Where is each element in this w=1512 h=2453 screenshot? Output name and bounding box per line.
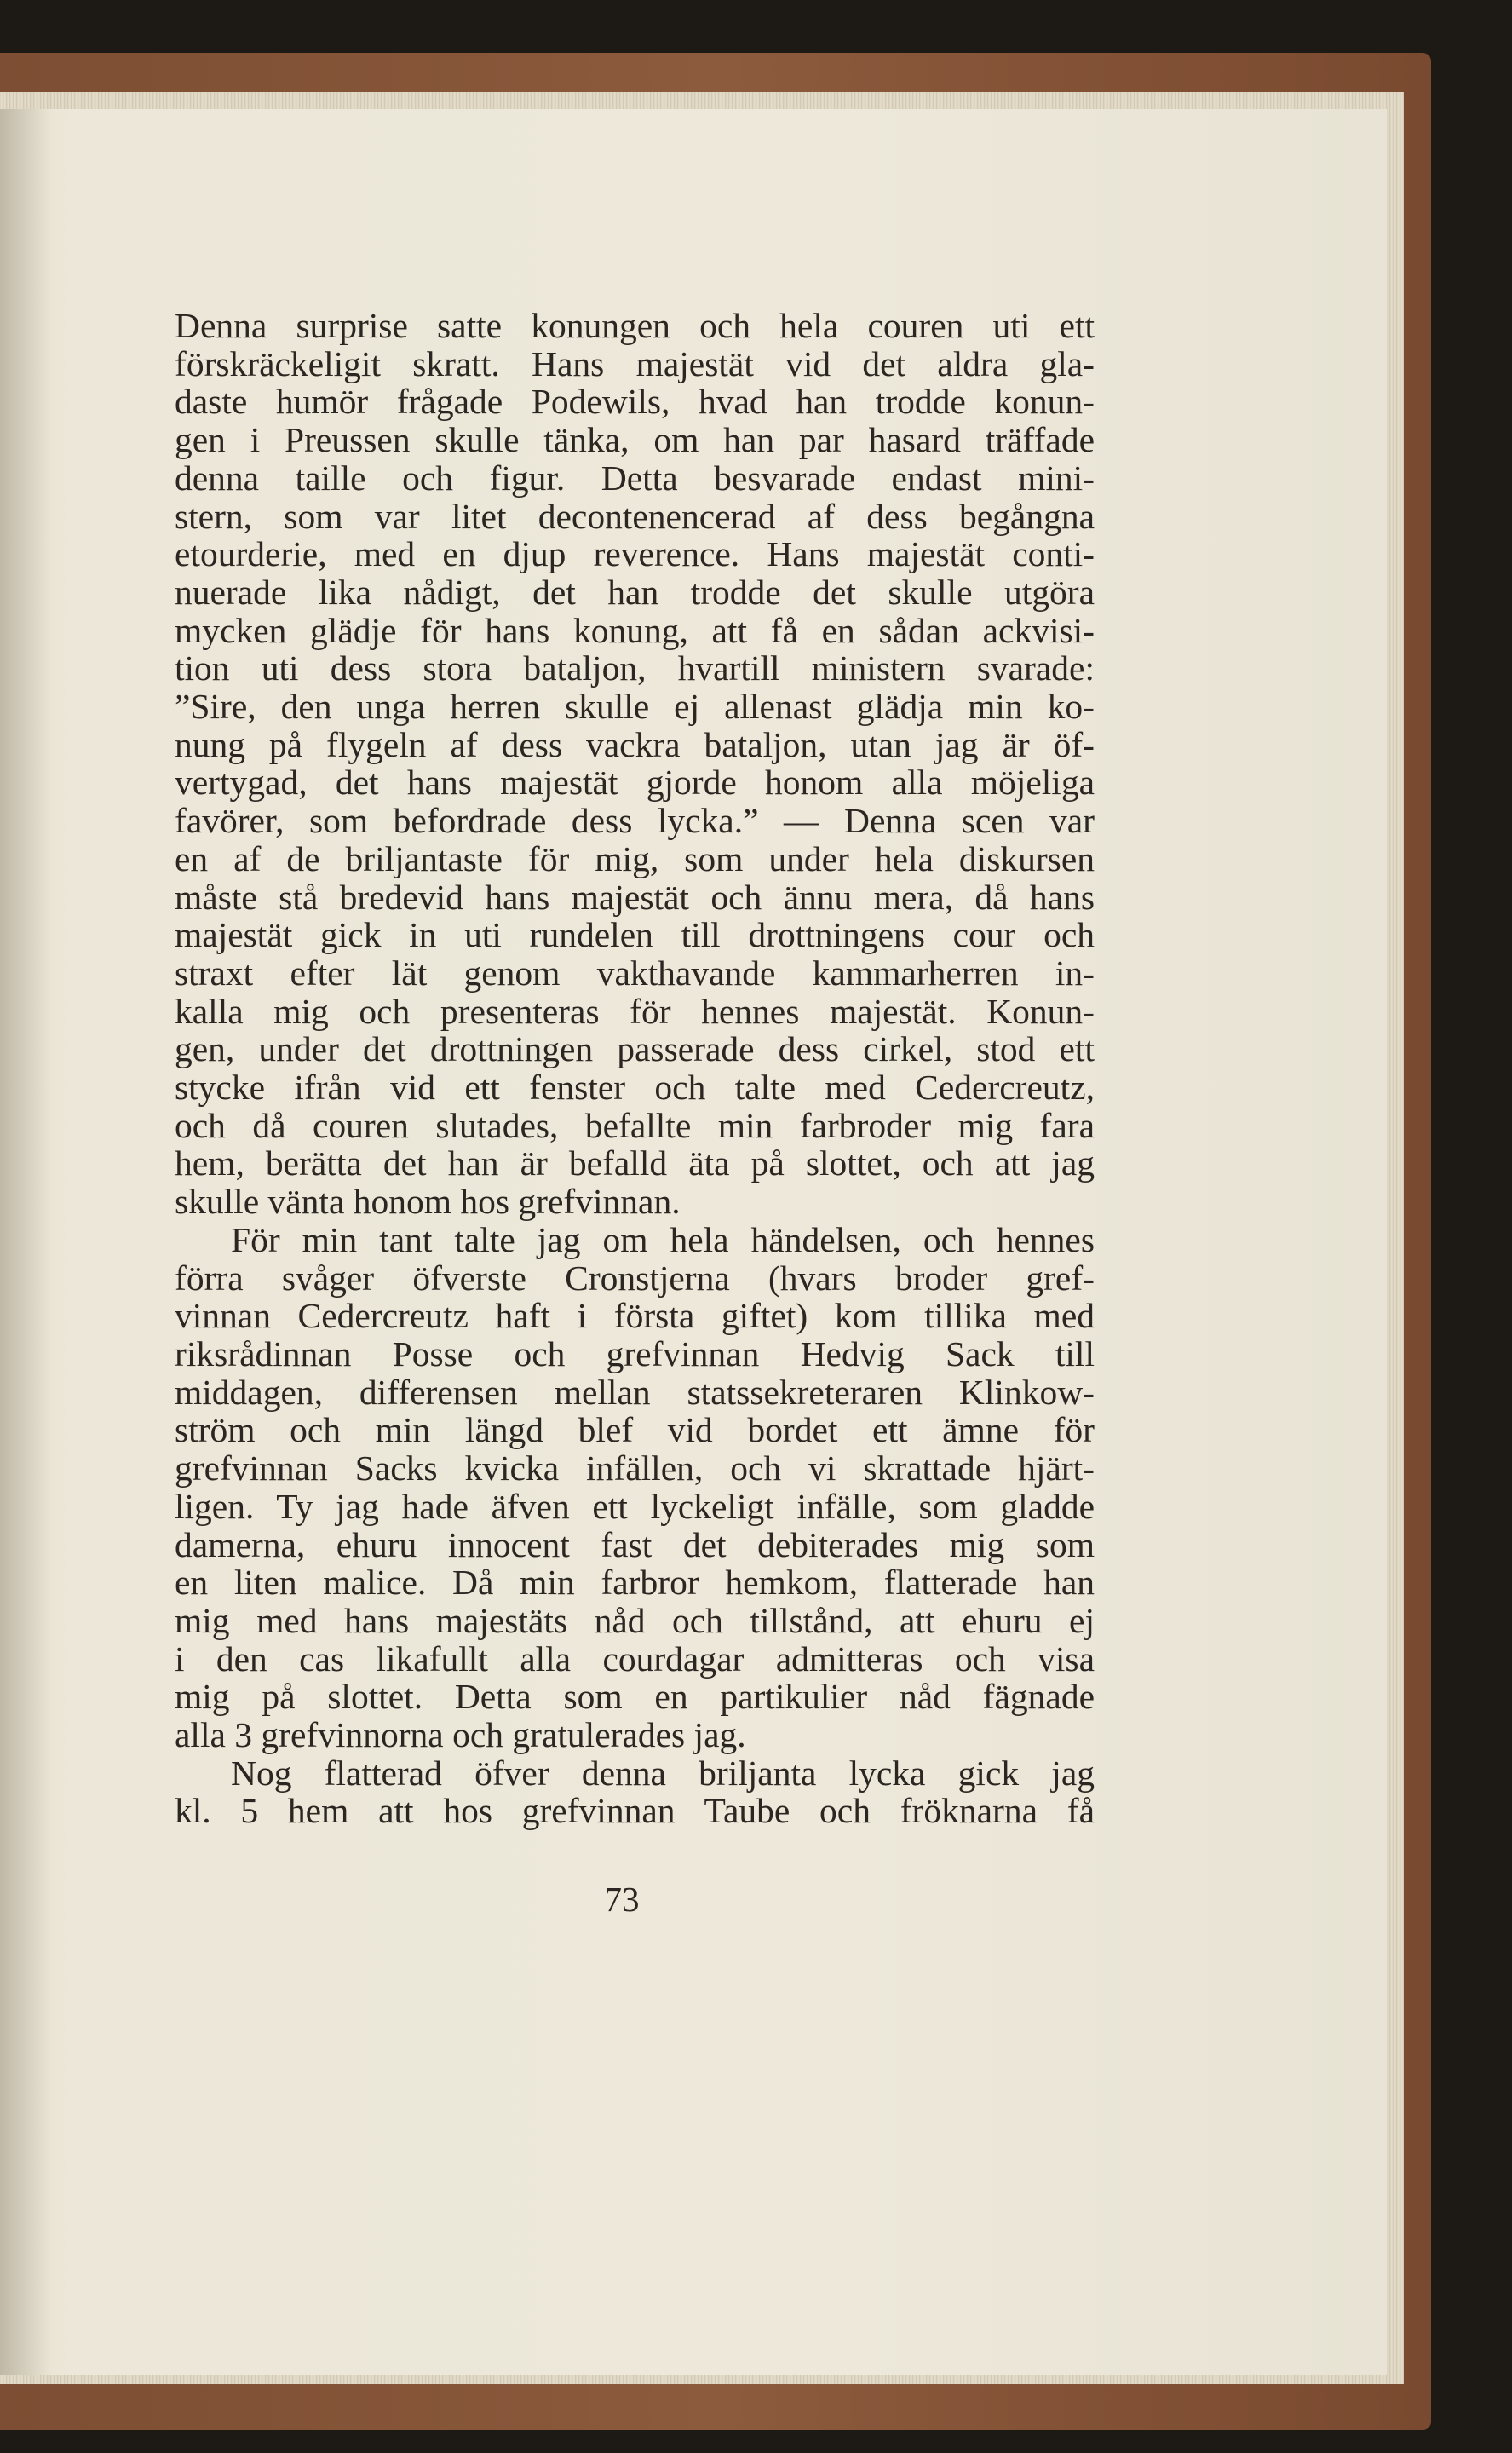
text-line: middagen, differensen mellan statssekreteraren Klinkow- bbox=[175, 1372, 1095, 1412]
text-line: denna taille och figur. Detta besvarade endast mini- bbox=[175, 458, 1095, 498]
body-text bbox=[175, 307, 1095, 1830]
text-line: ligen. Ty jag hade äfven ett lyckeligt infälle, som gladde bbox=[175, 1486, 1095, 1526]
text-line: vertygad, det hans majestät gjorde honom alla möjeliga bbox=[175, 763, 1095, 803]
text-line: nung på flygeln af dess vackra bataljon, utan jag är öf- bbox=[175, 724, 1095, 764]
text-line: måste stå bredevid hans majestät och ännu mera, då hans bbox=[175, 877, 1095, 917]
text-line: hem, berätta det han är befalld äta på slottet, och att jag bbox=[175, 1143, 1095, 1183]
text-line: gen i Preussen skulle tänka, om han par hasard träffade bbox=[175, 420, 1095, 460]
text-line: tion uti dess stora bataljon, hvartill ministern svarade: bbox=[175, 648, 1095, 688]
text-line: damerna, ehuru innocent fast det debiterades mig som bbox=[175, 1524, 1095, 1564]
text-line: etourderie, med en djup reverence. Hans majestät conti- bbox=[175, 534, 1095, 574]
page-number: 73 bbox=[604, 1880, 640, 1919]
text-line: grefvinnan Sacks kvicka infällen, och vi skrattade hjärt- bbox=[175, 1448, 1095, 1488]
text-line: mycken glädje för hans konung, att få en sådan ackvisi- bbox=[175, 610, 1095, 650]
text-line: ström och min längd blef vid bordet ett ämne för bbox=[175, 1410, 1095, 1450]
text-line: straxt efter lät genom vakthavande kammarherren in- bbox=[175, 953, 1095, 993]
text-line: stern, som var litet decontenencerad af dess begångna bbox=[175, 496, 1095, 536]
text-line: vinnan Cedercreutz haft i första giftet) kom tillika med bbox=[175, 1296, 1095, 1336]
text-line: mig med hans majestäts nåd och tillstånd, att ehuru ej bbox=[175, 1600, 1095, 1640]
text-line: För min tant talte jag om hela händelsen, och hennes bbox=[231, 1219, 1095, 1259]
text-line: förskräckeligit skratt. Hans majestät vid det aldra gla- bbox=[175, 343, 1095, 383]
text-line: nuerade lika nådigt, det han trodde det skulle utgöra bbox=[175, 572, 1095, 612]
text-line: kalla mig och presenteras för hennes majestät. Konun- bbox=[175, 991, 1095, 1031]
text-line: daste humör frågade Podewils, hvad han trodde konun- bbox=[175, 382, 1095, 422]
text-line: mig på slottet. Detta som en partikulier nåd fägnade bbox=[175, 1677, 1095, 1717]
paragraph-3 bbox=[175, 1754, 1095, 1830]
gutter-shadow bbox=[0, 109, 51, 2375]
text-line: Nog flatterad öfver denna briljanta lycka gick jag bbox=[231, 1753, 1095, 1793]
text-line: skulle vänta honom hos grefvinnan. bbox=[175, 1182, 681, 1222]
text-line: majestät gick in uti rundelen till drottningens cour och bbox=[175, 915, 1095, 955]
text-line: i den cas likafullt alla courdagar admitteras och visa bbox=[175, 1638, 1095, 1679]
text-line: kl. 5 hem att hos grefvinnan Taube och fröknarna få bbox=[175, 1791, 1095, 1831]
paragraph-1 bbox=[175, 307, 1095, 1221]
text-line: favörer, som befordrade dess lycka.” — Denna scen var bbox=[175, 801, 1095, 841]
text-line: ”Sire, den unga herren skulle ej allenast glädja min ko- bbox=[175, 687, 1095, 727]
text-line: alla 3 grefvinnorna och gratulerades jag. bbox=[175, 1715, 746, 1755]
text-line: förra svåger öfverste Cronstjerna (hvars broder gref- bbox=[175, 1258, 1095, 1298]
text-line: en af de briljantaste för mig, som under hela diskursen bbox=[175, 838, 1095, 878]
text-line: Denna surprise satte konungen och hela couren uti ett bbox=[175, 306, 1095, 345]
text-line: riksrådinnan Posse och grefvinnan Hedvig Sack till bbox=[175, 1333, 1095, 1373]
paragraph-2 bbox=[175, 1221, 1095, 1754]
text-line: stycke ifrån vid ett fenster och talte med Cedercreutz, bbox=[175, 1068, 1095, 1108]
text-line: gen, under det drottningen passerade dess cirkel, stod ett bbox=[175, 1029, 1095, 1069]
text-line: en liten malice. Då min farbror hemkom, flatterade han bbox=[175, 1563, 1095, 1603]
text-line: och då couren slutades, befallte min farbroder mig fara bbox=[175, 1105, 1095, 1145]
